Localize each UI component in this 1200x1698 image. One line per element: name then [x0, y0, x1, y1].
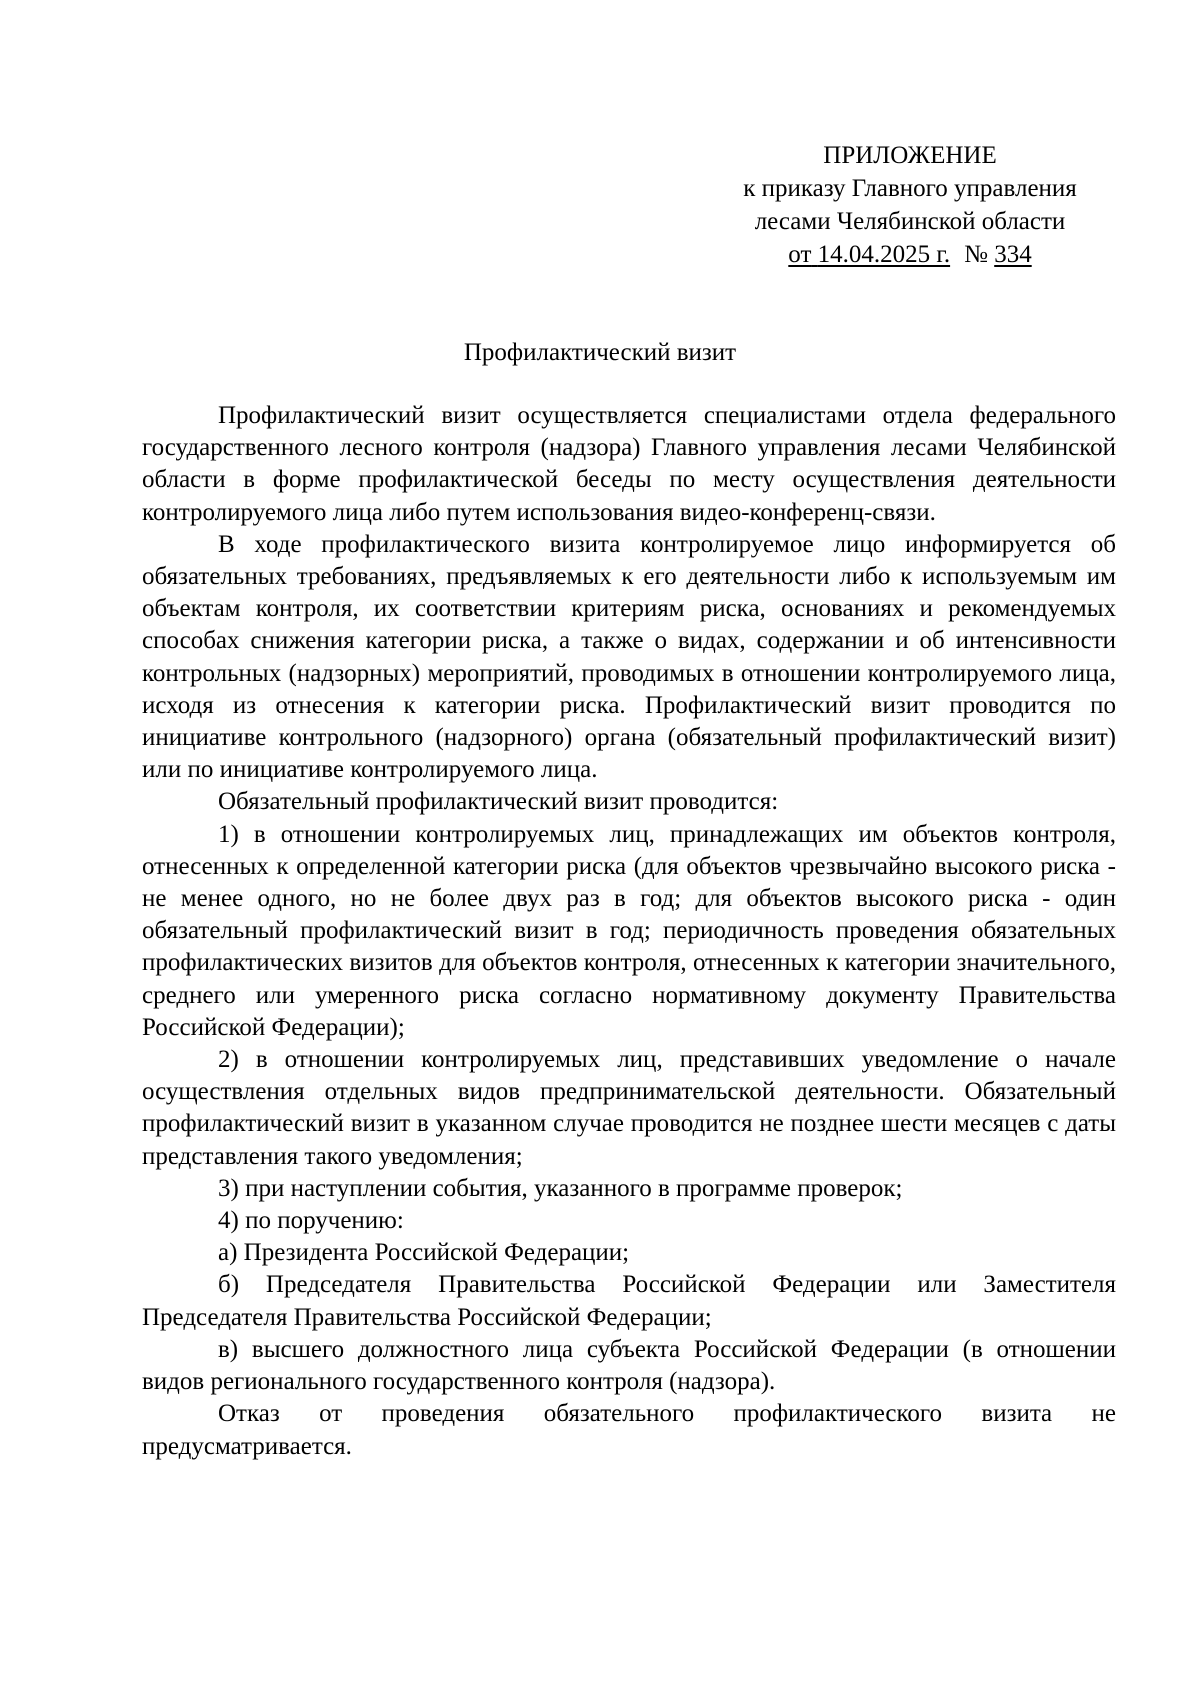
appendix-line-2: лесами Челябинской области — [754, 208, 1066, 235]
order-date-prefix: от — [788, 241, 812, 268]
list-item: 3) при наступлении события, указанного в программе проверок; — [218, 1174, 903, 1202]
list-item: 1) в отношении контролируемых лиц, принадлежащих им объектов контроля, отнесенных к определенной категории риска (для объектов чрезвычайно высокого риска - не менее одного, но не более двух раз в год; для объектов высокого риска - один обязательный профилактический визит в год; периодичность проведения обязательных профилактических визитов для объектов контроля, отнесенных к категории значительного, среднего или умеренного риска согласно нормативному документу Правительства Российской Федерации); — [142, 820, 1116, 1041]
appendix-line-1: к приказу Главного управления — [743, 175, 1077, 202]
order-date-value: 14.04.2025 г. — [817, 241, 951, 268]
sub-list-item: в) высшего должностного лица субъекта Российской Федерации (в отношении видов регионального государственного контроля (надзора). — [142, 1335, 1116, 1396]
paragraph: В ходе профилактического визита контролируемое лицо информируется об обязательных требованиях, предъявляемых к его деятельности либо к используемым им объектам контроля, их соответствии критериям риска, основаниях и рекомендуемых способах снижения категории риска, а также о видах, содержании и об интенсивности контрольных (надзорных) мероприятий, проводимых в отношении контролируемого лица, исходя из отнесения к категории риска. Профилактический визит проводится по инициативе контрольного (надзорного) органа (обязательный профилактический визит) или по инициативе контролируемого лица. — [142, 530, 1116, 784]
paragraph: Профилактический визит осуществляется специалистами отдела федерального государственного лесного контроля (надзора) Главного управления лесами Челябинской области в форме профилактической беседы по месту осуществления деятельности контролируемого лица либо путем использования видео-конференц-связи. — [142, 402, 1116, 526]
paragraph: Обязательный профилактический визит проводится: — [218, 788, 779, 816]
appendix-header — [700, 139, 1120, 271]
list-item: 4) по поручению: — [218, 1207, 404, 1235]
document-body — [142, 400, 1116, 1463]
list-item: 2) в отношении контролируемых лиц, представивших уведомление о начале осуществления отдельных видов предпринимательской деятельности. Обязательный профилактический визит в указанном случае проводится не позднее шести месяцев с даты представления такого уведомления; — [142, 1046, 1116, 1170]
order-number-sign: № — [964, 241, 988, 268]
sub-list-item: а) Президента Российской Федерации; — [218, 1239, 630, 1267]
appendix-label: ПРИЛОЖЕНИЕ — [823, 142, 997, 169]
order-date — [788, 241, 950, 268]
order-date-number — [700, 238, 1120, 271]
order-number-value: 334 — [994, 241, 1032, 268]
paragraph: Отказ от проведения обязательного профилактического визита не предусматривается. — [142, 1400, 1116, 1460]
sub-list-item: б) Председателя Правительства Российской Федерации или Заместителя Председателя Правительства Российской Федерации; — [142, 1271, 1116, 1331]
document-title: Профилактический визит — [463, 339, 737, 366]
